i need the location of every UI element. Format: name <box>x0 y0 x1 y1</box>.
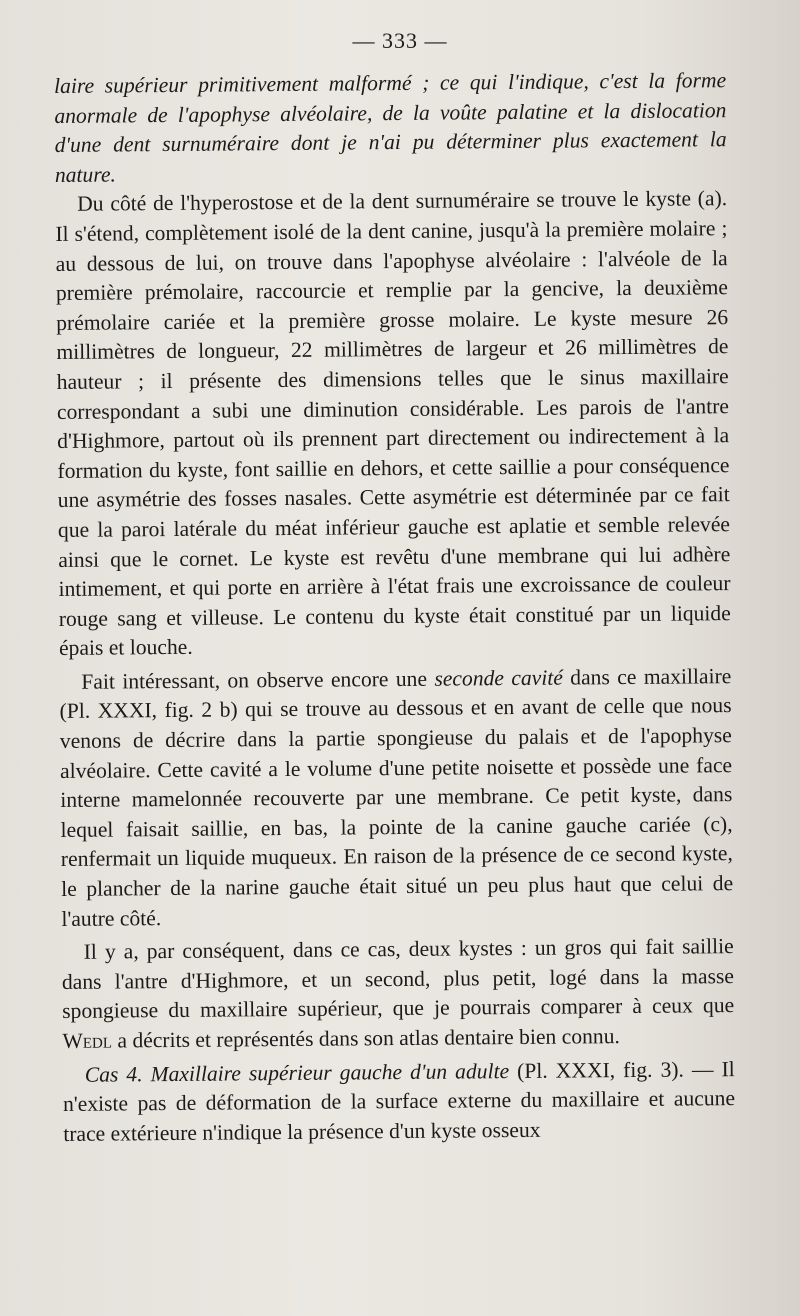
case-4-plate-reference: (Pl. XXXI, fig. 3). <box>508 1057 685 1083</box>
case-4-body: — Il n'existe pas de déformation de la surface externe du maxillaire et aucune trace extérieure n'indique la présence d'un kyste osseux <box>62 1056 736 1146</box>
case-4-heading: Cas 4. Maxillaire supérieur gauche d'un adulte <box>84 1058 510 1087</box>
second-cavity-emphasis: seconde cavité <box>434 665 563 691</box>
second-cavity-text-end: dans ce maxillaire (Pl. XXXI, fig. 2 b) qui se trouve au dessous et en avant de celle que nous venons de décrire dans la partie spongieuse du palais et de l'apophyse alvéolaire. Cette cavité a le volume d'une petite noisette et possède une face interne mamelonnée recouverte par une membrane. Ce petit kyste, dans lequel faisait saillie, en bas, la pointe de la canine gauche cariée (c), renfermait un liquide muqueux. En raison de la présence de ce second kyste, le plancher de la narine gauche était situé un peu plus haut que celui de l'autre côté. <box>59 663 734 931</box>
two-cysts-text-end: a décrits et représentés dans son atlas dentaire bien connu. <box>111 1024 620 1053</box>
paragraph-continuation: laire supérieur primitivement malformé ; ce qui l'indique, c'est la forme anormale de l'apophyse alvéolaire, de la voûte palatine et la dislocation d'une dent surnuméraire dont je n'ai pu déterminer plus exactement la nature. <box>54 68 727 187</box>
paragraph-two-cysts <box>62 932 735 1056</box>
paragraph-kyste-description: Du côté de l'hyperostose et de la dent surnuméraire se trouve le kyste (a). Il s'étend, complètement isolé de la dent canine, jusqu'à la première molaire ; au dessous de lui, on trouve dans l'apophyse alvéolaire : l'alvéole de la première prémolaire, raccourcie et remplie par la gencive, la deuxième prémolaire cariée et la première grosse molaire. Le kyste mesure 26 millimètres de longueur, 22 millimètres de largeur et 26 millimètres de hauteur ; il présente des dimensions telles que le sinus maxillaire correspondant a subi une diminution considérable. Les parois de l'antre d'Highmore, partout où ils prennent part directement ou indirectement à la formation du kyste, font saillie en dehors, et cette saillie a pour conséquence une asymétrie des fosses nasales. Cette asymétrie est déterminée par ce fait que la paroi latérale du méat inférieur gauche est aplatie et semble relevée ainsi que le cornet. Le kyste est revêtu d'une membrane qui lui adhère intimement, et qui porte en arrière à l'état frais une excroissance de couleur rouge sang et villeuse. Le contenu du kyste était constitué par un liquide épais et louche. <box>55 186 731 661</box>
paragraph-case-4 <box>63 1055 736 1150</box>
paragraph-second-cavity <box>59 662 733 934</box>
second-cavity-text-start: Fait intéressant, on observe encore une <box>81 666 435 694</box>
author-name-wedl: Wedl <box>62 1028 113 1053</box>
page-number: — 333 — <box>352 28 448 53</box>
two-cysts-text-start: Il y a, par conséquent, dans ce cas, deux kystes : un gros qui fait saillie dans l'antre d'Highmore, et un second, plus petit, logé dans la masse spongieuse du maxillaire supérieur, que je pourrais comparer à ceux que <box>61 934 735 1024</box>
body-text <box>54 66 735 1149</box>
